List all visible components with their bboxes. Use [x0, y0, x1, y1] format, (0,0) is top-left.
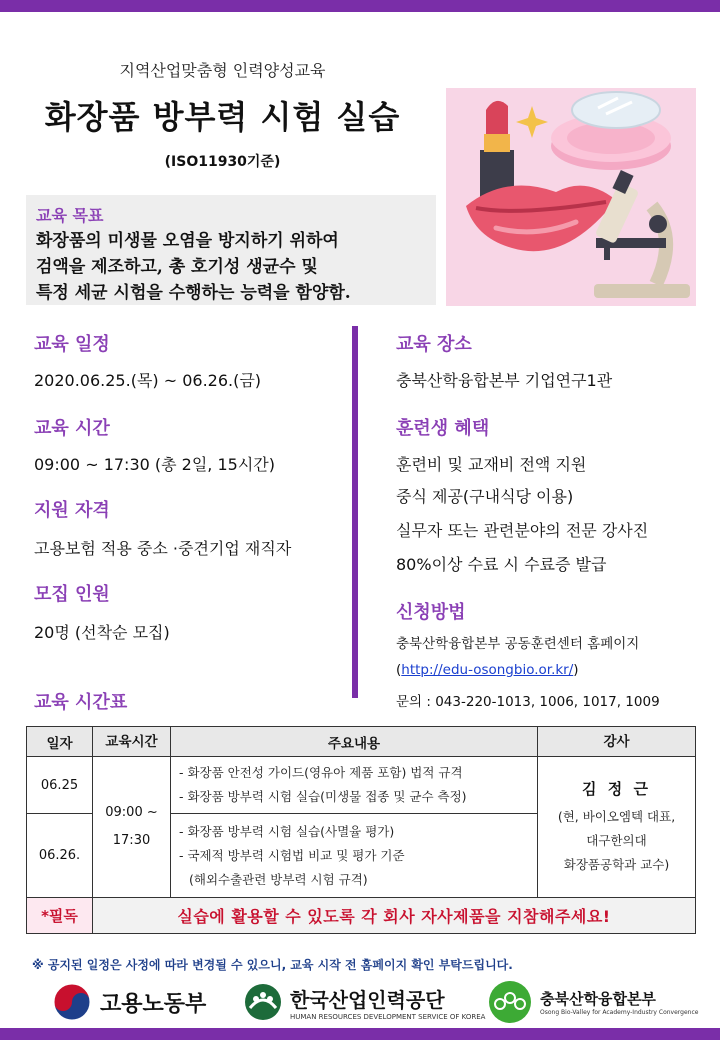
content-item: (해외수출관련 방부력 시험 규격) — [189, 871, 368, 887]
microscope-icon — [594, 170, 690, 298]
contact-text: 문의 : 043-220-1013, 1006, 1017, 1009 — [396, 694, 660, 710]
cosmetics-illustration — [446, 88, 696, 306]
recruit-text: 20명 (선착순 모집) — [34, 623, 170, 642]
compact-mirror-icon — [551, 92, 671, 170]
goal-heading: 교육 목표 — [36, 206, 104, 225]
goal-line: 특정 세균 시험을 수행하는 능력을 함양함. — [36, 283, 351, 303]
lips-icon — [466, 186, 616, 252]
content-cell — [171, 757, 538, 814]
page-title: 화장품 방부력 시험 실습 — [44, 98, 401, 136]
apply-heading: 신청방법 — [396, 602, 466, 623]
bottom-accent-bar — [0, 1028, 720, 1040]
instructor-desc: 대구한의대 — [586, 833, 647, 848]
table-header-row — [27, 727, 696, 757]
goal-line: 검액을 제조하고, 총 호기성 생균수 및 — [36, 257, 318, 277]
top-accent-bar — [0, 0, 720, 12]
recruit-heading: 모집 인원 — [34, 584, 110, 605]
table-row — [27, 757, 696, 814]
time-text: 09:00 ~ 17:30 (총 2일, 15시간) — [34, 455, 275, 474]
taegeuk-icon — [52, 982, 92, 1022]
instructor-name: 김 정 근 — [582, 780, 651, 798]
content-item: - 국제적 방부력 시험법 비교 및 평가 기준 — [179, 847, 405, 863]
instructor-desc: 화장품공학과 교수) — [563, 857, 670, 872]
benefit-item: 훈련비 및 교재비 전액 지원 — [396, 455, 587, 474]
goal-line: 화장품의 미생물 오염을 방지하기 위하여 — [36, 231, 339, 251]
content-item: - 화장품 안전성 가이드(영유아 제품 포함) 법적 규격 — [179, 765, 463, 780]
benefit-item: 중식 제공(구내식당 이용) — [396, 487, 574, 506]
apply-link-line — [396, 662, 579, 678]
must-read-label: *필독 — [27, 898, 93, 934]
col-header-time: 교육시간 — [93, 727, 171, 757]
osong-text-group — [540, 988, 698, 1016]
col-header-instructor: 강사 — [538, 727, 696, 757]
content-item: - 화장품 방부력 시험 실습(사멸율 평가) — [179, 823, 395, 839]
content-cell — [171, 814, 538, 898]
link-paren-close: ) — [573, 662, 579, 678]
instructor-cell — [538, 757, 696, 898]
time-line: 17:30 — [112, 833, 151, 848]
notice-row — [27, 898, 696, 934]
apply-text: 충북산학융합본부 공동훈련센터 홈페이지 — [396, 636, 640, 652]
hrdk-text-group — [290, 984, 485, 1021]
col-header-content: 주요내용 — [171, 727, 538, 757]
benefits-heading: 훈련생 혜택 — [396, 418, 490, 439]
date-cell: 06.26. — [27, 814, 93, 898]
eligibility-heading: 지원 자격 — [34, 500, 110, 521]
date-cell: 06.25 — [27, 757, 93, 814]
hrdk-english: HUMAN RESOURCES DEVELOPMENT SERVICE OF KOREA — [290, 1012, 486, 1021]
col-header-date: 일자 — [27, 727, 93, 757]
benefit-item: 80%이상 수료 시 수료증 발급 — [396, 555, 607, 574]
homepage-link[interactable]: http://edu-osongbio.or.kr/ — [401, 662, 574, 678]
moel-logo — [52, 980, 206, 1024]
place-heading: 교육 장소 — [396, 334, 472, 355]
hrdk-name: 한국산업인력공단 — [290, 987, 445, 1012]
place-text: 충북산학융합본부 기업연구1관 — [396, 371, 613, 390]
standard-label: (ISO11930기준) — [164, 154, 281, 170]
time-cell — [93, 757, 171, 898]
schedule-heading: 교육 일정 — [34, 334, 110, 355]
hrdk-logo — [242, 980, 485, 1024]
sparkle-icon — [516, 106, 548, 138]
timetable — [26, 726, 696, 934]
time-line: 09:00 ~ — [105, 805, 158, 820]
instructor-desc: (현, 바이오엠텍 대표, — [557, 809, 676, 824]
osong-english: Osong Bio-Valley for Academy-Industry Convergence — [540, 1009, 699, 1016]
time-heading: 교육 시간 — [34, 418, 110, 439]
osong-logo — [486, 980, 698, 1024]
hrdk-emblem-icon — [242, 982, 284, 1022]
goal-box — [26, 195, 436, 305]
osong-name: 충북산학융합본부 — [540, 990, 656, 1008]
content-item: - 화장품 방부력 시험 실습(미생물 접종 및 균수 측정) — [179, 789, 467, 804]
benefit-item: 실무자 또는 관련분야의 전문 강사진 — [396, 521, 649, 540]
schedule-text: 2020.06.25.(목) ~ 06.26.(금) — [34, 371, 262, 390]
osong-emblem-icon — [486, 980, 534, 1024]
link-paren-open: ( — [396, 662, 402, 678]
timetable-heading: 교육 시간표 — [34, 692, 128, 713]
eligibility-text: 고용보험 적용 중소 ·중견기업 재직자 — [34, 539, 292, 558]
program-subtitle: 지역산업맞춤형 인력양성교육 — [119, 61, 326, 80]
goal-text — [36, 228, 426, 306]
moel-name: 고용노동부 — [100, 991, 207, 1017]
notice-message: 실습에 활용할 수 있도록 각 회사 자사제품을 지참해주세요! — [93, 898, 696, 934]
column-divider — [352, 326, 358, 698]
schedule-notice: ※ 공지된 일정은 사정에 따라 변경될 수 있으니, 교육 시작 전 홈페이지 확인 부탁드립니다. — [32, 958, 513, 972]
